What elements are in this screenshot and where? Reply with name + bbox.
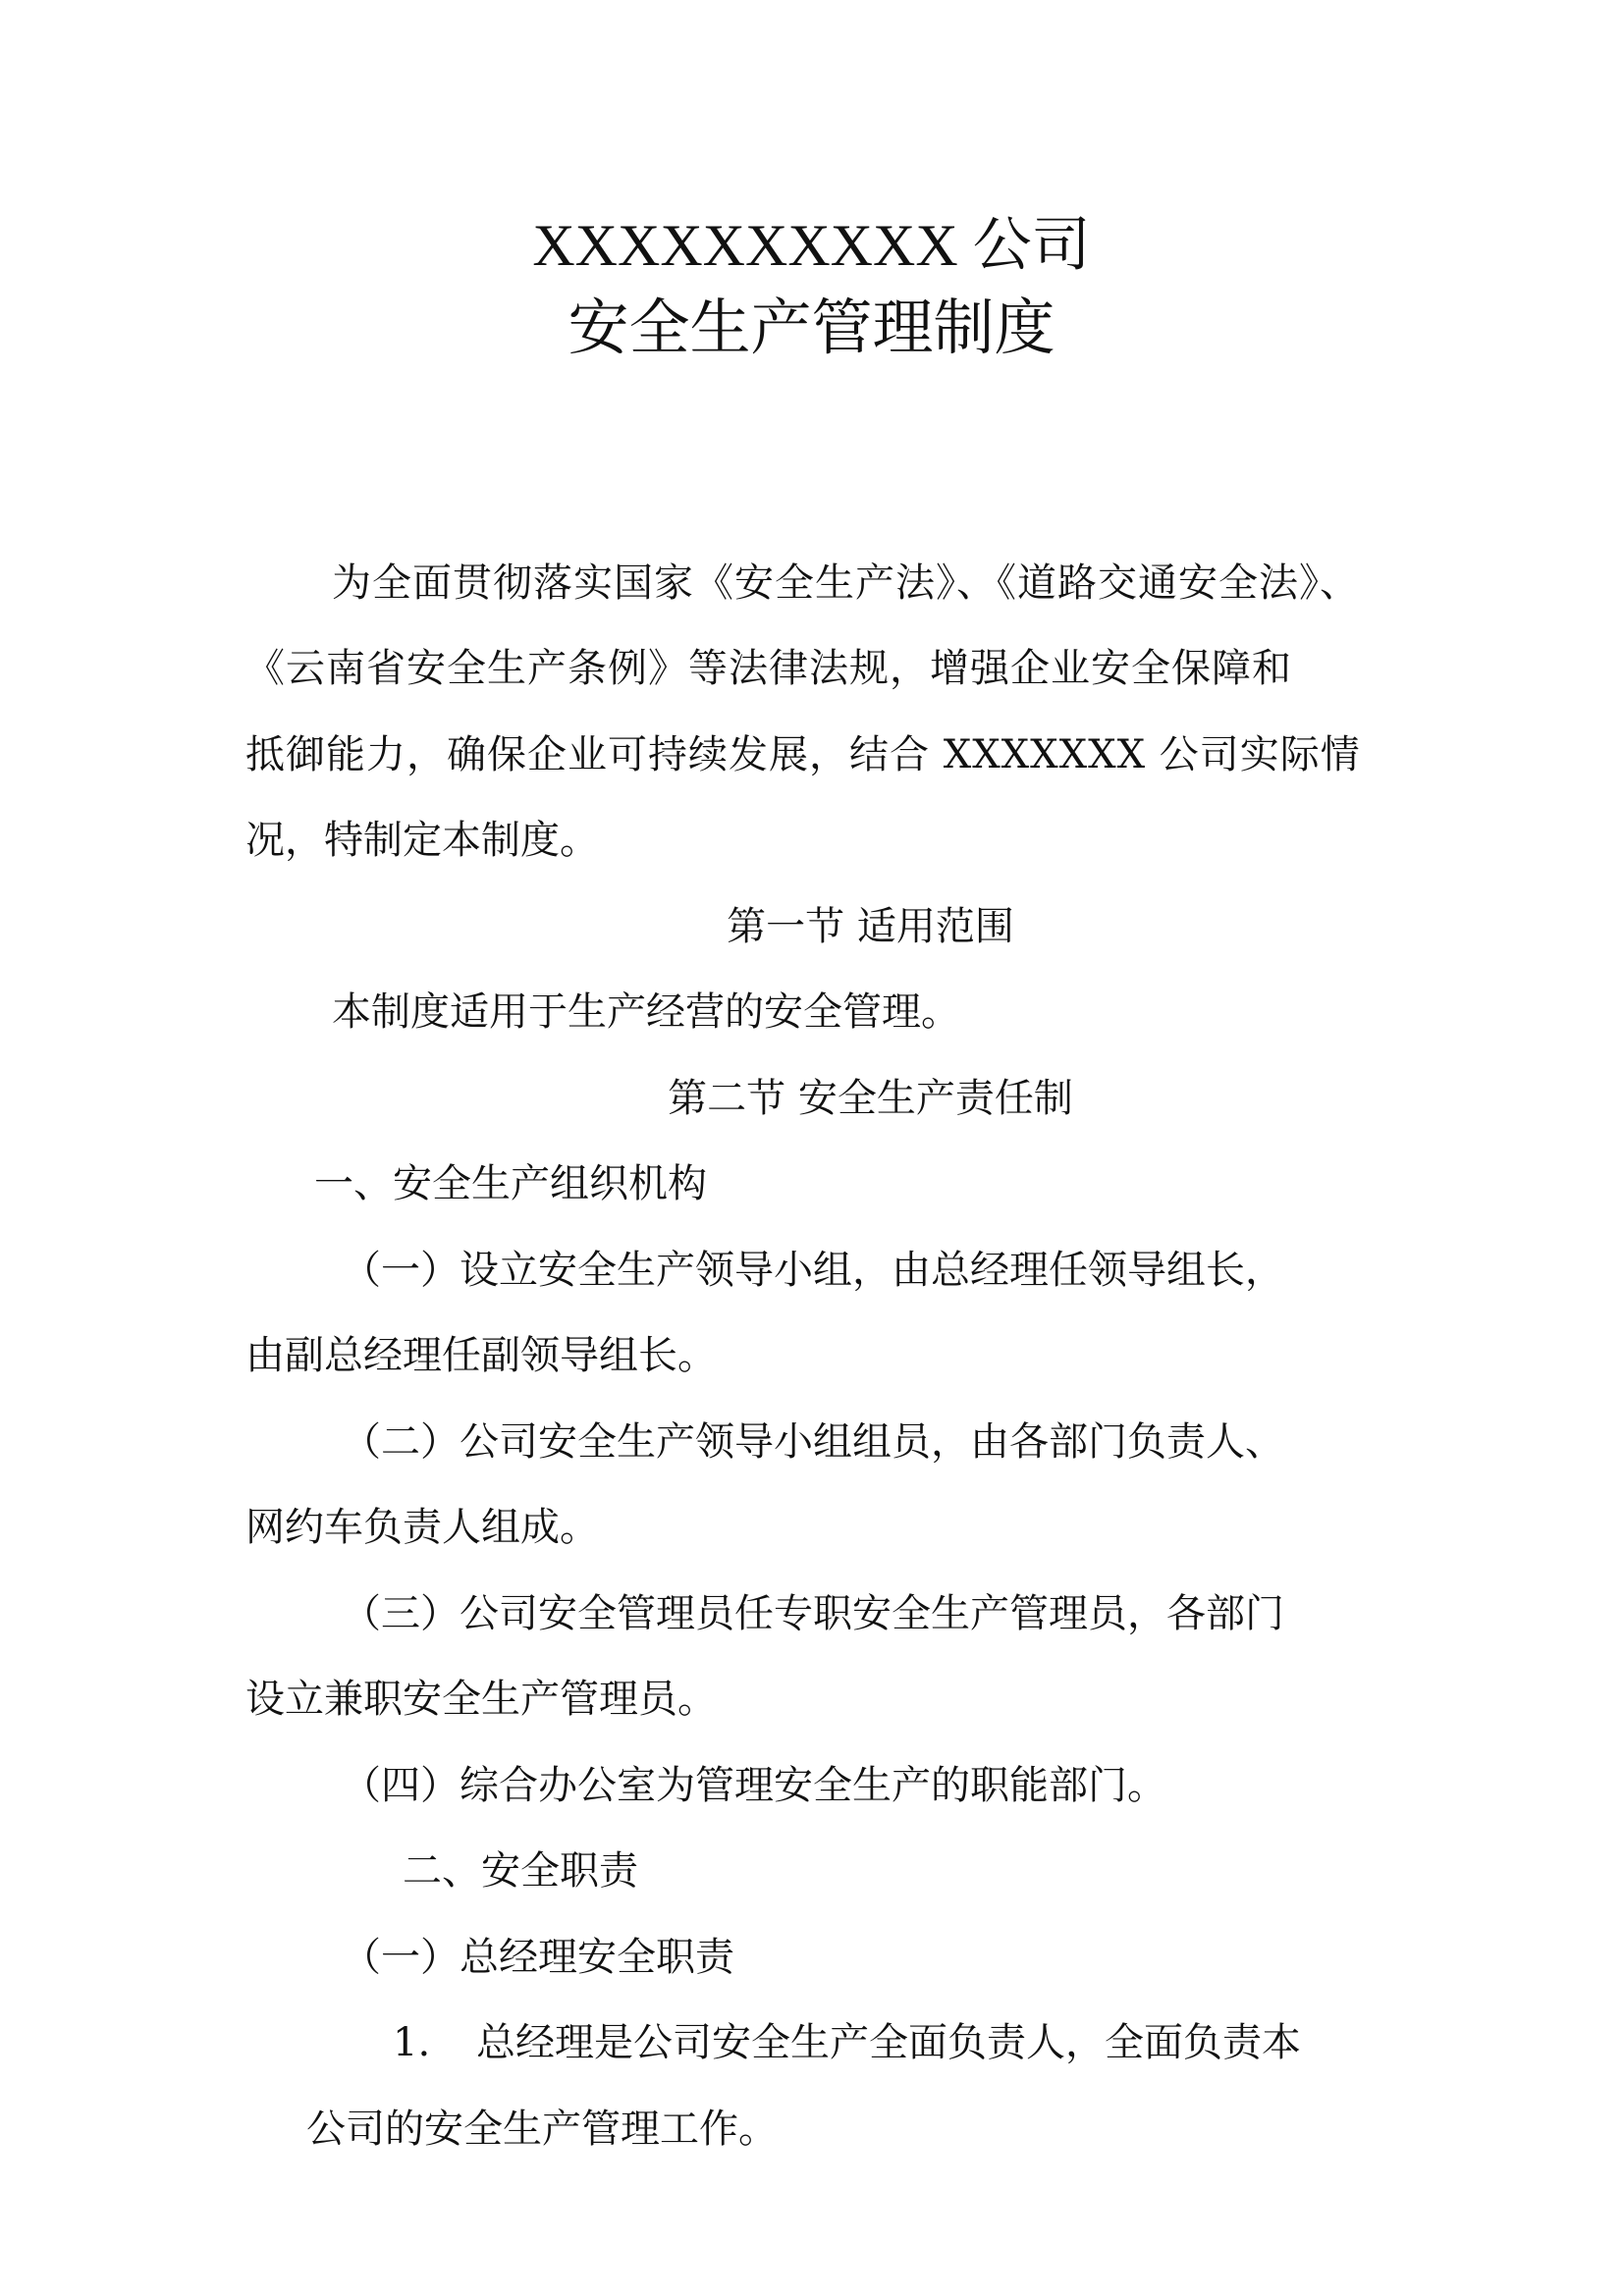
section-heading-1: 第一节 适用范围 bbox=[727, 904, 1014, 949]
item-3-line-2: 设立兼职安全生产管理员。 bbox=[245, 1677, 717, 1722]
subsection-heading-2: 二、安全职责 bbox=[403, 1848, 638, 1894]
item-4-line-1: （四）综合办公室为管理安全生产的职能部门。 bbox=[342, 1763, 1166, 1808]
section-1-body: 本制度适用于生产经营的安全管理。 bbox=[332, 989, 960, 1035]
point-1-line-2: 公司的安全生产管理工作。 bbox=[306, 2107, 778, 2152]
item-1-line-1: （一）设立安全生产领导小组，由总经理任领导组长， bbox=[342, 1248, 1284, 1293]
subsection-heading-1: 一、安全生产组织机构 bbox=[314, 1161, 707, 1206]
intro-line-3: 抵御能力，确保企业可持续发展，结合 XXXXXXX 公司实际情 bbox=[245, 732, 1361, 777]
point-1-line-1: 总经理是公司安全生产全面负责人，全面负责本 bbox=[476, 2020, 1301, 2065]
document-title: 安全生产管理制度 bbox=[568, 292, 1055, 363]
item-2-line-2: 网约车负责人组成。 bbox=[245, 1505, 599, 1550]
intro-line-1: 为全面贯彻落实国家《安全生产法》、《道路交通安全法》、 bbox=[332, 561, 1360, 606]
section-heading-2: 第二节 安全生产责任制 bbox=[668, 1076, 1073, 1121]
subsection-2-item-1-heading: （一）总经理安全职责 bbox=[342, 1935, 734, 1980]
item-3-line-1: （三）公司安全管理员任专职安全生产管理员，各部门 bbox=[342, 1591, 1284, 1636]
item-1-line-2: 由副总经理任副领导组长。 bbox=[245, 1333, 717, 1378]
point-1-number: 1. bbox=[393, 2020, 431, 2065]
document-title-company: XXXXXXXXXX 公司 bbox=[532, 213, 1091, 278]
intro-line-4: 况，特制定本制度。 bbox=[245, 818, 599, 863]
intro-line-2: 《云南省安全生产条例》等法律法规，增强企业安全保障和 bbox=[245, 646, 1292, 691]
item-2-line-1: （二）公司安全生产领导小组组员，由各部门负责人、 bbox=[342, 1419, 1284, 1465]
